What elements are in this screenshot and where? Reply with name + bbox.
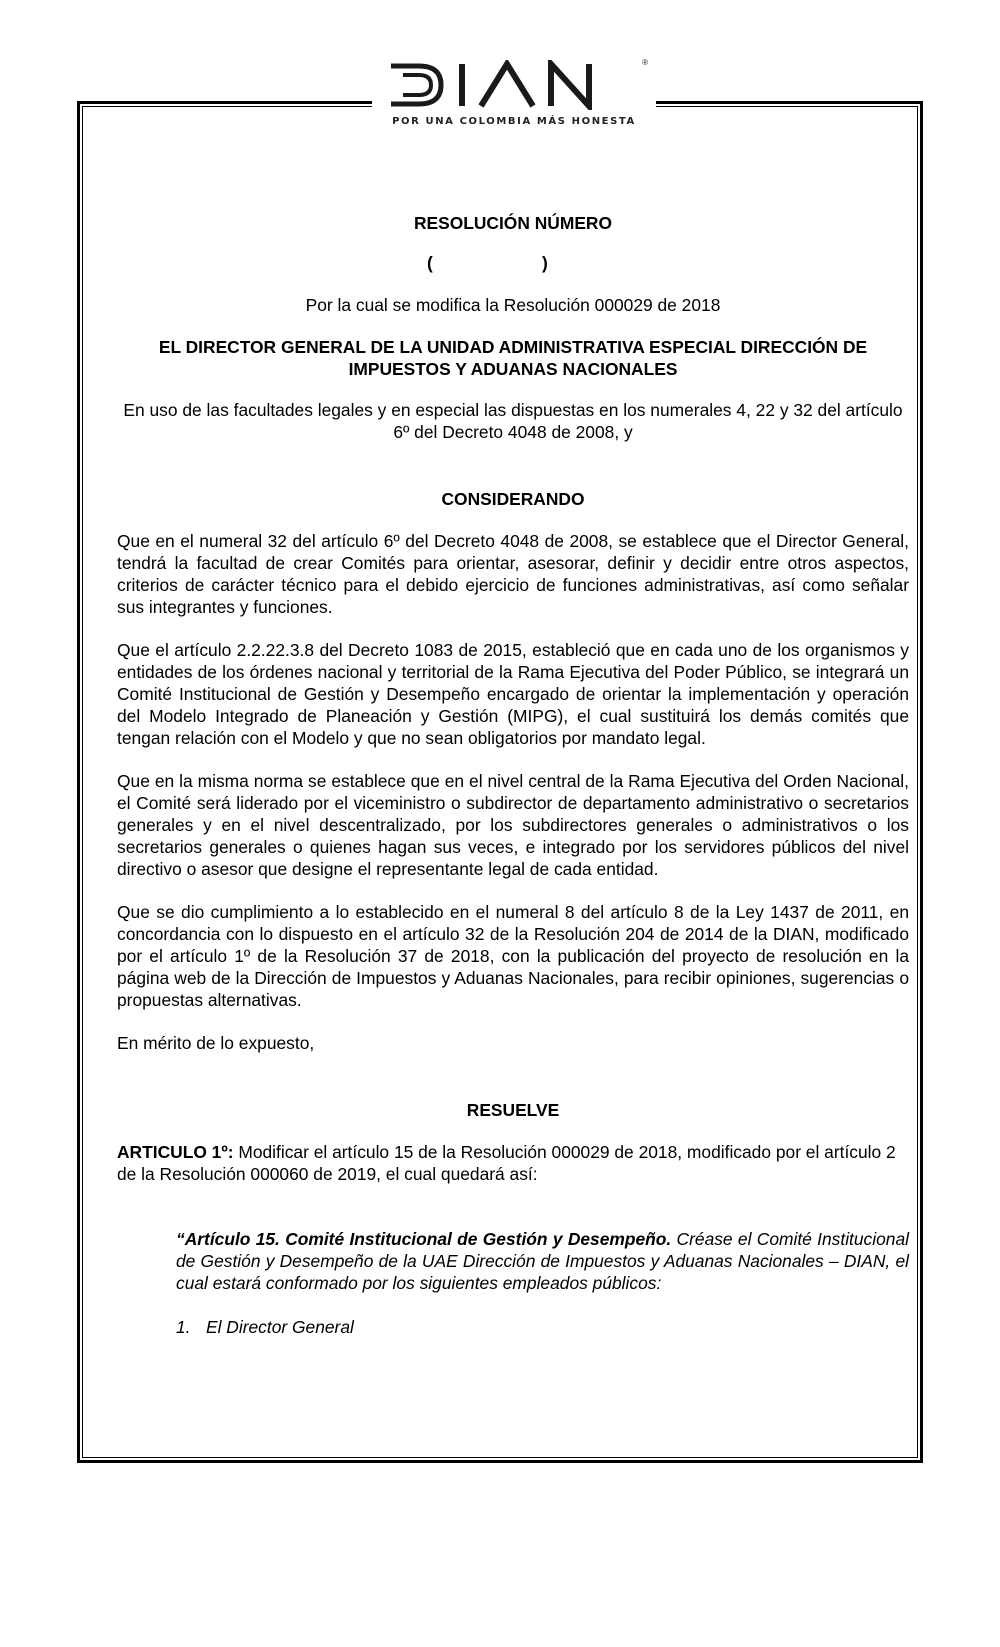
registered-mark: ® xyxy=(642,58,648,67)
resolution-number xyxy=(117,252,909,274)
articulo-15-quote xyxy=(176,1228,909,1294)
list-item-text: El Director General xyxy=(206,1317,354,1337)
logo-tagline: POR UNA COLOMBIA MÁS HONESTA xyxy=(392,116,636,127)
considerando-heading: CONSIDERANDO xyxy=(441,489,585,509)
articulo-1 xyxy=(117,1141,909,1185)
considerando-paragraph: Que en la misma norma se establece que en el nivel central de la Rama Ejecutiva del Orden Nacional, el Comité será liderado por el viceministro o subdirector de departamento administrativo o secretarios generales y en el nivel descentralizado, por los subdirectores generales o administrativos o los secretarios generales o quienes hagan sus veces, e integrado por los servidores públicos del nivel directivo o asesor que designe el representante legal de cada entidad. xyxy=(117,771,909,879)
dian-logo xyxy=(372,56,656,132)
issuer-heading: EL DIRECTOR GENERAL DE LA UNIDAD ADMINISTRATIVA ESPECIAL DIRECCIÓN DE IMPUESTOS Y ADUANAS NACIONALES xyxy=(158,337,868,379)
considerando-paragraph: Que en el numeral 32 del artículo 6º del Decreto 4048 de 2008, se establece que el Director General, tendrá la facultad de crear Comités para orientar, asesorar, definir y decidir entre otros aspectos, criterios de carácter técnico para el debido ejercicio de funciones administrativas, así como señalar sus integrantes y funciones. xyxy=(117,531,909,617)
list-item xyxy=(176,1316,909,1338)
articulo-15-text: Créase el Comité Institucional de Gestión y Desempeño de la UAE Dirección de Impuestos y Aduanas Nacionales – DIAN, el cual estará conformado por los siguientes empleados públicos: xyxy=(176,1229,909,1293)
facultades-paragraph: En uso de las facultades legales y en especial las dispuestas en los numerales 4, 22 y 32 del artículo 6º del Decreto 4048 de 2008, y xyxy=(123,400,903,442)
articulo-1-text: Modificar el artículo 15 de la Resolución 000029 de 2018, modificado por el artículo 2 de la Resolución 000060 de 2019, el cual quedará así: xyxy=(117,1142,896,1184)
resolution-title: RESOLUCIÓN NÚMERO xyxy=(413,213,613,233)
resolution-document xyxy=(117,212,909,1338)
resolution-subtitle: Por la cual se modifica la Resolución 000029 de 2018 xyxy=(305,295,721,315)
number-open-paren: ( xyxy=(427,253,433,273)
resuelve-heading: RESUELVE xyxy=(466,1100,560,1120)
number-close-paren: ) xyxy=(542,253,548,273)
articulo-15-heading: “Artículo 15. Comité Institucional de Gestión y Desempeño. xyxy=(176,1229,672,1249)
considerando-paragraph: Que se dio cumplimiento a lo establecido en el numeral 8 del artículo 8 de la Ley 1437 de 2011, en concordancia con lo dispuesto en el artículo 32 de la Resolución 204 de 2014 de la DIAN, modificado por el artículo 1º de la Resolución 37 de 2018, con la publicación del proyecto de resolución en la página web de la Dirección de Impuestos y Aduanas Nacionales, para recibir opiniones, sugerencias o propuestas alternativas. xyxy=(117,902,909,1010)
merito-paragraph: En mérito de lo expuesto, xyxy=(117,1033,315,1053)
articulo-1-label: ARTICULO 1º: xyxy=(117,1142,234,1162)
dian-logo-mark-icon xyxy=(389,60,639,110)
considerando-paragraph: Que el artículo 2.2.22.3.8 del Decreto 1083 de 2015, estableció que en cada uno de los organismos y entidades de los órdenes nacional y territorial de la Rama Ejecutiva del Poder Público, se integrará un Comité Institucional de Gestión y Desempeño encargado de orientar la implementación y operación del Modelo Integrado de Planeación y Gestión (MIPG), el cual sustituirá los demás comités que tengan relación con el Modelo y que no sean obligatorios por mandato legal. xyxy=(117,640,909,748)
list-item-number: 1. xyxy=(176,1317,191,1337)
